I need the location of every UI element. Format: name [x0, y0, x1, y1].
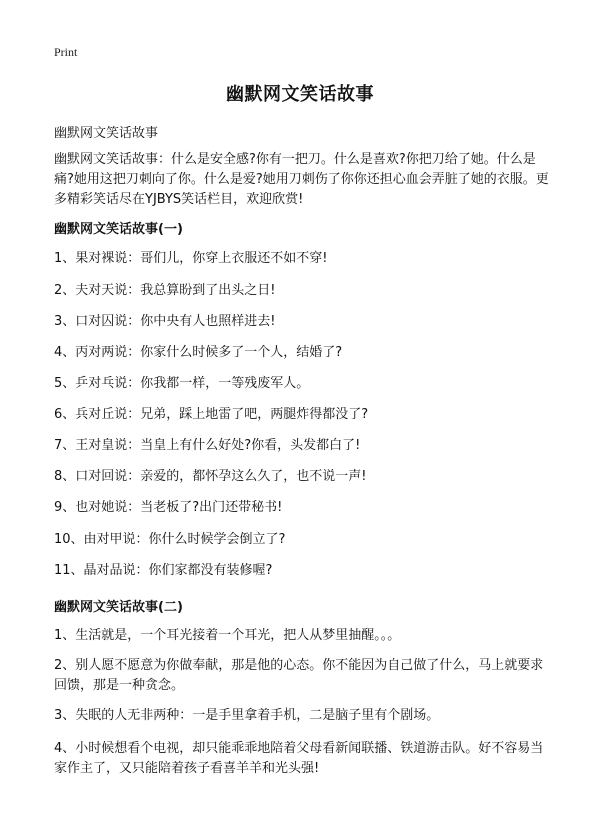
joke-item: 7、王对皇说：当皇上有什么好处?你看，头发都白了! [54, 438, 361, 453]
joke-item: 4、小时候想看个电视，却只能乖乖地陪着父母看新闻联播、铁道游击队。好不容易当家作主了，又只能陪着孩子看喜羊羊和光头强! [54, 741, 544, 776]
page-title: 幽默网文笑话故事 [226, 84, 374, 105]
print-link[interactable]: Print [54, 45, 78, 59]
joke-item: 1、生活就是，一个耳光接着一个耳光，把人从梦里抽醒。。。 [54, 628, 401, 643]
joke-item: 4、丙对两说：你家什么时候多了一个人，结婚了? [54, 345, 343, 360]
section-heading-1: 幽默网文笑话故事(一) [54, 222, 183, 237]
document-subtitle: 幽默网文笑话故事 [54, 126, 159, 141]
joke-item: 6、兵对丘说：兄弟，踩上地雷了吧，两腿炸得都没了? [54, 407, 369, 422]
joke-item: 2、别人愿不愿意为你做奉献，那是他的心态。你不能因为自己做了什么，马上就要求回馈，那是一种贪念。 [54, 658, 544, 693]
section-heading-2: 幽默网文笑话故事(二) [54, 600, 183, 615]
joke-item: 3、口对囚说：你中央有人也照样进去! [54, 314, 276, 329]
joke-item: 3、失眠的人无非两种：一是手里拿着手机，二是脑子里有个剧场。 [54, 708, 440, 723]
joke-item: 11、晶对品说：你们家都没有装修喔? [54, 563, 273, 578]
intro-paragraph: 幽默网文笑话故事：什么是安全感?你有一把刀。什么是喜欢?你把刀给了她。什么是痛?她用这把刀刺向了你。什么是爱?她用刀刺伤了你你还担心血会弄脏了她的衣服。更多精彩笑话尽在YJBYS笑话栏目，欢迎欣赏! [54, 152, 549, 207]
joke-item: 1、果对裸说：哥们儿，你穿上衣服还不如不穿! [54, 251, 328, 266]
joke-item: 8、口对回说：亲爱的，都怀孕这么久了，也不说一声! [54, 469, 367, 484]
joke-item: 10、由对甲说：你什么时候学会倒立了? [54, 532, 286, 547]
joke-item: 2、夫对天说：我总算盼到了出头之日! [54, 283, 276, 298]
joke-item: 5、乒对乓说：你我都一样，一等残废军人。 [54, 376, 310, 391]
joke-item: 9、也对她说：当老板了?出门还带秘书! [54, 500, 283, 515]
